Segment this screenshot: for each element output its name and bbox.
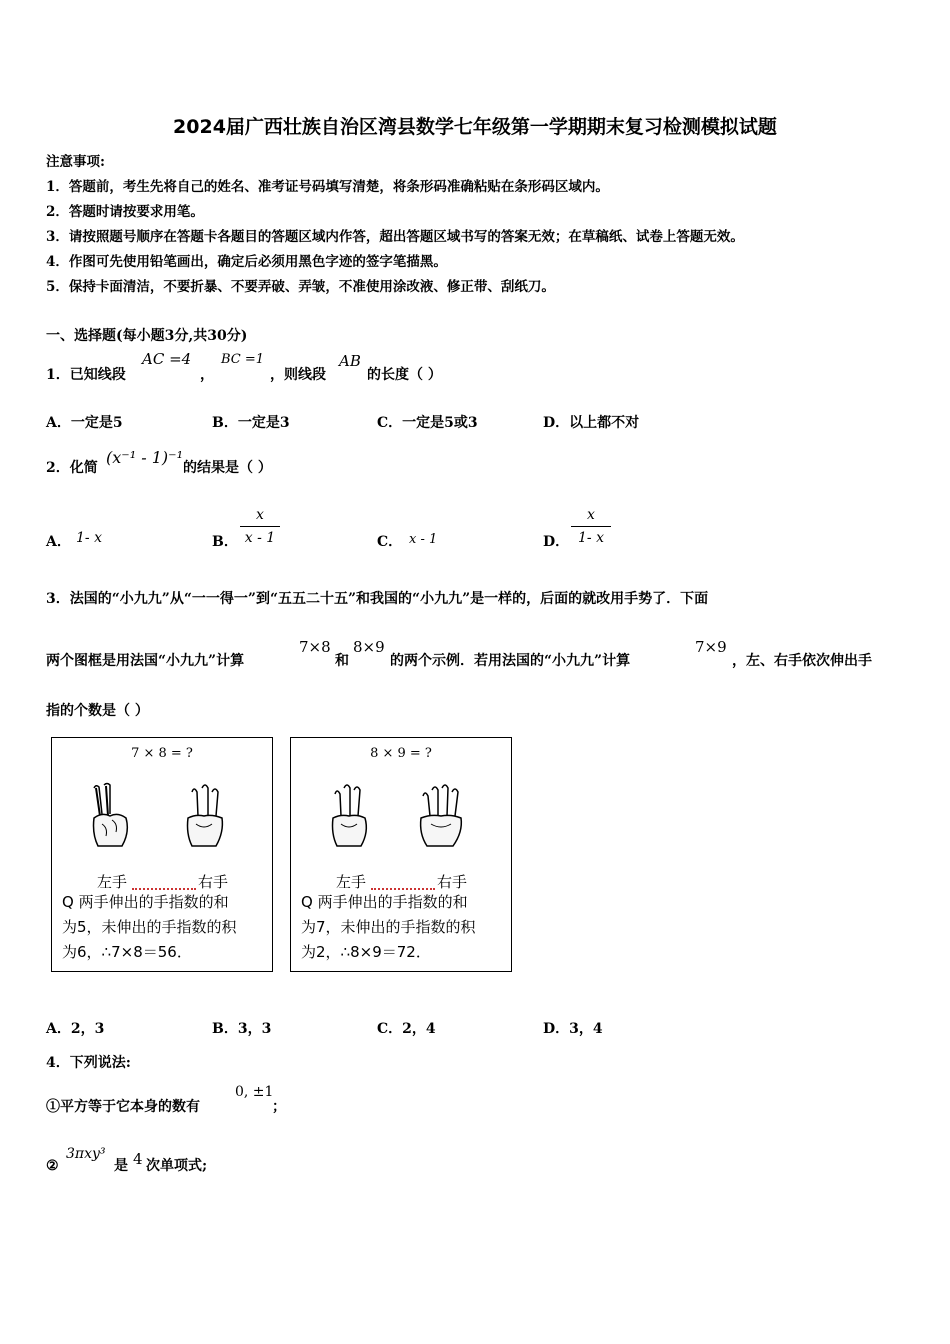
q1-option-b[interactable]: B．一定是3	[212, 415, 290, 431]
notice-item: 1．答题前，考生先将自己的姓名、准考证号码填写清楚，将条形码准确粘贴在条形码区域内。	[46, 179, 609, 195]
right-hand-label: 右手	[437, 873, 468, 891]
explanation-line: Q 两手伸出的手指数的和	[62, 893, 229, 911]
q2-option-c-label[interactable]: C．	[377, 534, 403, 550]
notice-item: 5．保持卡面清洁，不要折暴、不要弄破、弄皱，不准使用涂改液、修正带、刮纸刀。	[46, 279, 555, 295]
q4-statement2-math: 3πxy³	[66, 1146, 106, 1162]
q3-line1: 3．法国的“小九九”从“一一得一”到“五五二十五”和我国的“小九九”是一样的，后面的就改用手势了．下面	[46, 591, 709, 607]
q4-statement1-prefix: ①平方等于它本身的数有	[46, 1099, 200, 1115]
page-title: 2024届广西壮族自治区湾县数学七年级第一学期期末复习检测模拟试题	[173, 116, 777, 138]
q3-math-7x8: 7×8	[299, 638, 331, 656]
q4-statement2-number: 4	[133, 1150, 143, 1168]
q4-statement2-prefix: ②	[46, 1158, 59, 1174]
q4-statement2-mid: 是	[114, 1158, 128, 1174]
q2-suffix: 的结果是（ ）	[183, 460, 272, 476]
fraction-numerator: x	[587, 507, 595, 523]
example-box-8x9	[290, 737, 512, 972]
q3-line2b: 的两个示例．若用法国的“小九九”计算	[390, 653, 631, 669]
q3-option-c[interactable]: C．2，4	[377, 1021, 436, 1037]
q1-prefix: 1．已知线段	[46, 367, 126, 383]
fraction-bar	[571, 526, 611, 527]
q3-line3: 指的个数是（ ）	[46, 703, 149, 719]
q2-expression: (x⁻¹ - 1)⁻¹	[106, 448, 183, 467]
q2-option-b-fraction	[240, 506, 280, 547]
left-hand-label: 左手	[97, 873, 128, 891]
q2-option-b-label[interactable]: B．	[212, 534, 238, 550]
q1-math-bc: BC =1	[221, 352, 265, 367]
q4-statement2-suffix: 次单项式;	[146, 1158, 208, 1174]
fraction-denominator: 1- x	[578, 530, 604, 546]
q1-mid: ，则线段	[270, 367, 326, 383]
fraction-denominator: x - 1	[244, 530, 276, 546]
explanation-line: 为7，未伸出的手指数的积	[301, 918, 476, 936]
right-hand-label: 右手	[198, 873, 229, 891]
q3-math-8x9: 8×9	[353, 638, 385, 656]
q4-stem: 4．下列说法:	[46, 1055, 131, 1071]
q4-statement1-math: 0, ±1	[235, 1084, 274, 1100]
q2-prefix: 2．化简	[46, 460, 98, 476]
q3-option-a[interactable]: A．2，3	[46, 1021, 105, 1037]
notice-item: 3．请按照题号顺序在答题卡各题目的答题区域内作答，超出答题区域书写的答案无效；在草稿纸、试卷上答题无效。	[46, 229, 744, 245]
q1-math-ac: AC =4	[142, 350, 192, 368]
q3-line2c: ，左、右手依次伸出手	[732, 653, 872, 669]
q1-option-d[interactable]: D．以上都不对	[543, 415, 640, 431]
explanation-line: Q 两手伸出的手指数的和	[301, 893, 468, 911]
q2-option-d-label[interactable]: D．	[543, 534, 570, 550]
left-hand-two-fingers-icon	[88, 782, 134, 854]
left-hand-three-fingers-icon	[327, 782, 373, 854]
q3-option-b[interactable]: B．3，3	[212, 1021, 272, 1037]
example-box-7x8	[51, 737, 273, 972]
fraction-numerator: x	[256, 507, 264, 523]
q1-suffix: 的长度（ ）	[367, 367, 442, 383]
q1-sep: ，	[200, 367, 214, 383]
box-explanation	[62, 890, 267, 965]
explanation-line: 为2，∴8×9＝72．	[301, 943, 431, 961]
q3-and: 和	[335, 653, 349, 669]
q3-math-7x9: 7×9	[695, 638, 727, 656]
q1-math-ab: AB	[339, 352, 361, 370]
q2-option-a-label[interactable]: A．	[46, 534, 71, 550]
notice-heading: 注意事项:	[46, 154, 105, 170]
left-hand-label: 左手	[336, 873, 367, 891]
q1-option-c[interactable]: C．一定是5或3	[377, 415, 478, 431]
notice-item: 2．答题时请按要求用笔。	[46, 204, 204, 220]
q3-line2a: 两个图框是用法国“小九九”计算	[46, 653, 245, 669]
q3-option-d[interactable]: D．3，4	[543, 1021, 603, 1037]
q4-statement1-suffix: ；	[272, 1099, 286, 1115]
q2-option-a-value: 1- x	[76, 530, 102, 546]
section-heading: 一、选择题(每小题3分,共30分)	[46, 328, 248, 344]
fraction-bar	[240, 526, 280, 527]
box-equation: 7 × 8 = ?	[131, 746, 193, 761]
box-explanation	[301, 890, 506, 965]
box-equation: 8 × 9 = ?	[370, 746, 432, 761]
notice-item: 4．作图可先使用铅笔画出，确定后必须用黑色字迹的签字笔描黑。	[46, 254, 447, 270]
q2-option-c-value: x - 1	[409, 532, 438, 547]
explanation-line: 为6，∴7×8＝56．	[62, 943, 192, 961]
explanation-line: 为5，未伸出的手指数的积	[62, 918, 237, 936]
right-hand-three-fingers-icon	[182, 782, 228, 854]
q2-option-d-fraction	[571, 506, 611, 547]
right-hand-four-fingers-icon	[415, 782, 469, 854]
q1-option-a[interactable]: A．一定是5	[46, 415, 123, 431]
